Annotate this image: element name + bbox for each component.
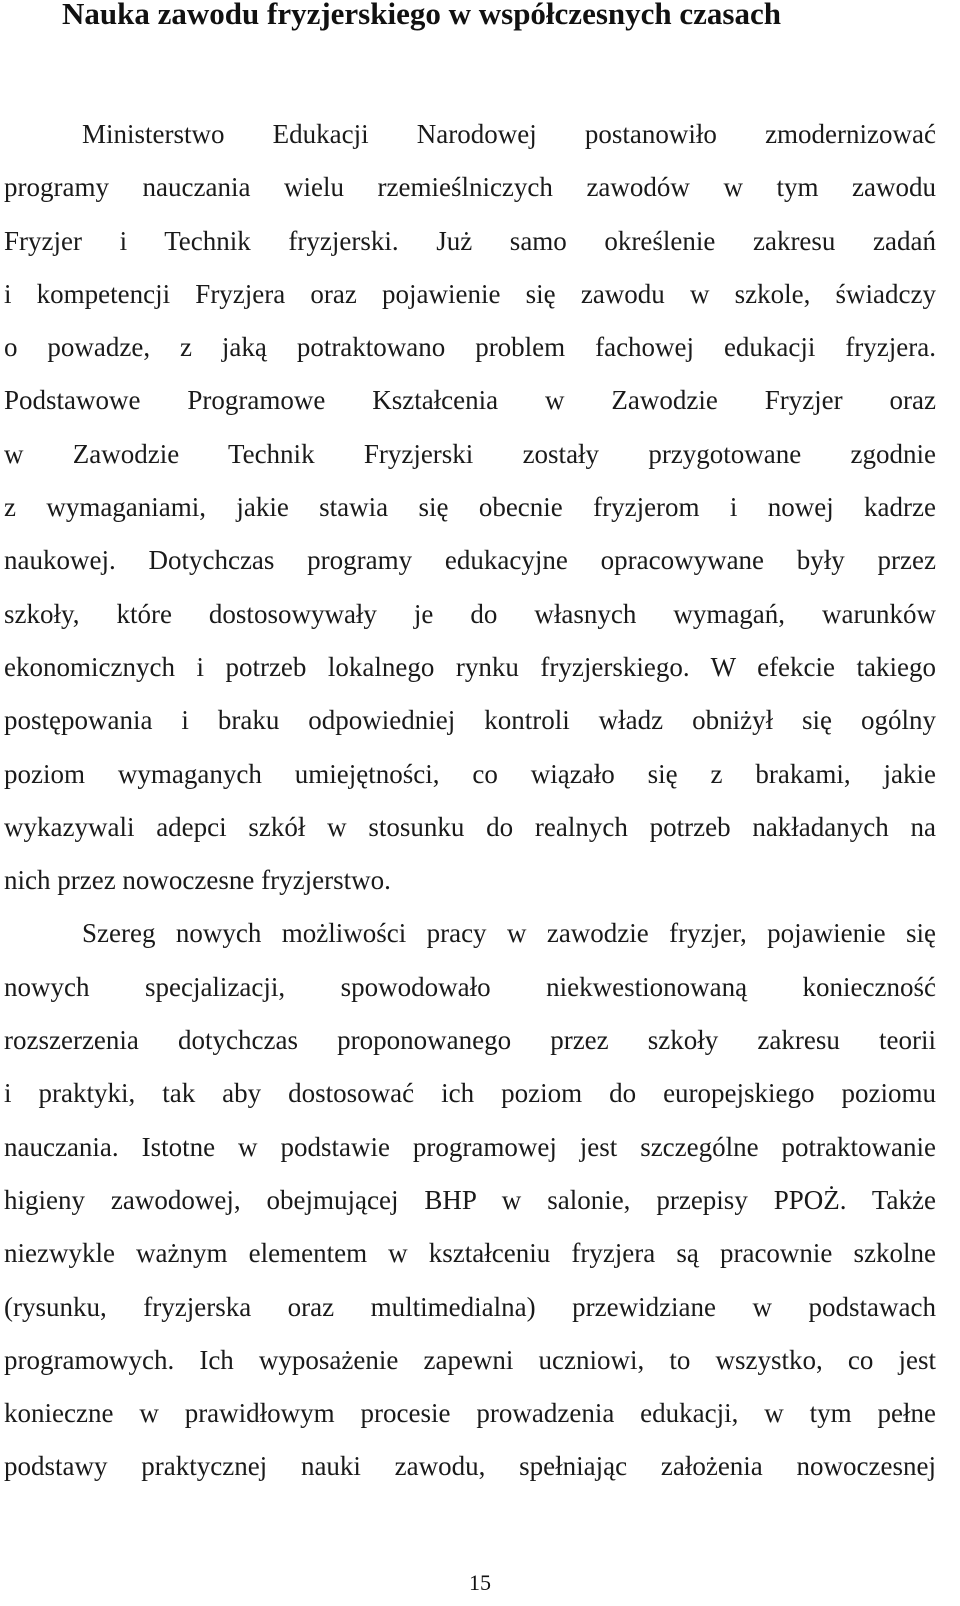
- text-line: rozszerzenia dotychczas proponowanego przez szkoły zakresu teorii: [4, 1025, 936, 1056]
- text-line: i kompetencji Fryzjera oraz pojawienie się zawodu w szkole, świadczy: [4, 278, 936, 309]
- text-line: w Zawodzie Technik Fryzjerski zostały przygotowane zgodnie: [4, 438, 936, 469]
- text-line: Szereg nowych możliwości pracy w zawodzie fryzjer, pojawienie się: [82, 918, 936, 949]
- text-line: (rysunku, fryzjerska oraz multimedialna) przewidziane w podstawach: [4, 1291, 936, 1322]
- text-line: ekonomicznych i potrzeb lokalnego rynku fryzjerskiego. W efekcie takiego: [4, 651, 936, 682]
- text-line: niezwykle ważnym elementem w kształceniu fryzjera są pracownie szkolne: [4, 1238, 936, 1269]
- text-line: szkoły, które dostosowywały je do własnych wymagań, warunków: [4, 598, 936, 629]
- text-line: higieny zawodowej, obejmującej BHP w salonie, przepisy PPOŻ. Także: [4, 1184, 936, 1215]
- body-text: [4, 108, 936, 1494]
- text-line: z wymaganiami, jakie stawia się obecnie fryzjerom i nowej kadrze: [4, 492, 936, 523]
- text-line: nich przez nowoczesne fryzjerstwo.: [4, 865, 391, 896]
- text-line: Ministerstwo Edukacji Narodowej postanowiło zmodernizować: [82, 119, 936, 149]
- text-line: konieczne w prawidłowym procesie prowadzenia edukacji, w tym pełne: [4, 1398, 936, 1429]
- page-number: 15: [469, 1570, 491, 1595]
- text-line: Fryzjer i Technik fryzjerski. Już samo określenie zakresu zadań: [4, 225, 936, 256]
- document-title: Nauka zawodu fryzjerskiego w współczesnych czasach: [62, 0, 781, 31]
- text-line: nauczania. Istotne w podstawie programowej jest szczególne potraktowanie: [4, 1131, 936, 1162]
- text-line: nowych specjalizacji, spowodowało niekwestionowaną konieczność: [4, 971, 936, 1002]
- text-line: postępowania i braku odpowiedniej kontroli władz obniżył się ogólny: [4, 705, 936, 736]
- text-line: poziom wymaganych umiejętności, co wiązało się z brakami, jakie: [4, 758, 936, 789]
- text-line: programy nauczania wielu rzemieślniczych zawodów w tym zawodu: [4, 172, 936, 203]
- text-line: naukowej. Dotychczas programy edukacyjne opracowywane były przez: [4, 545, 936, 576]
- text-line: programowych. Ich wyposażenie zapewni uczniowi, to wszystko, co jest: [4, 1344, 936, 1375]
- text-line: i praktyki, tak aby dostosować ich poziom do europejskiego poziomu: [4, 1078, 936, 1109]
- text-line: Podstawowe Programowe Kształcenia w Zawodzie Fryzjer oraz: [4, 385, 936, 416]
- text-line: wykazywali adepci szkół w stosunku do realnych potrzeb nakładanych na: [4, 811, 936, 842]
- text-line: o powadze, z jaką potraktowano problem fachowej edukacji fryzjera.: [4, 332, 936, 363]
- paragraph-1: [4, 108, 936, 907]
- paragraph-2: [4, 907, 936, 1493]
- text-line: podstawy praktycznej nauki zawodu, spełniając założenia nowoczesnej: [4, 1451, 936, 1482]
